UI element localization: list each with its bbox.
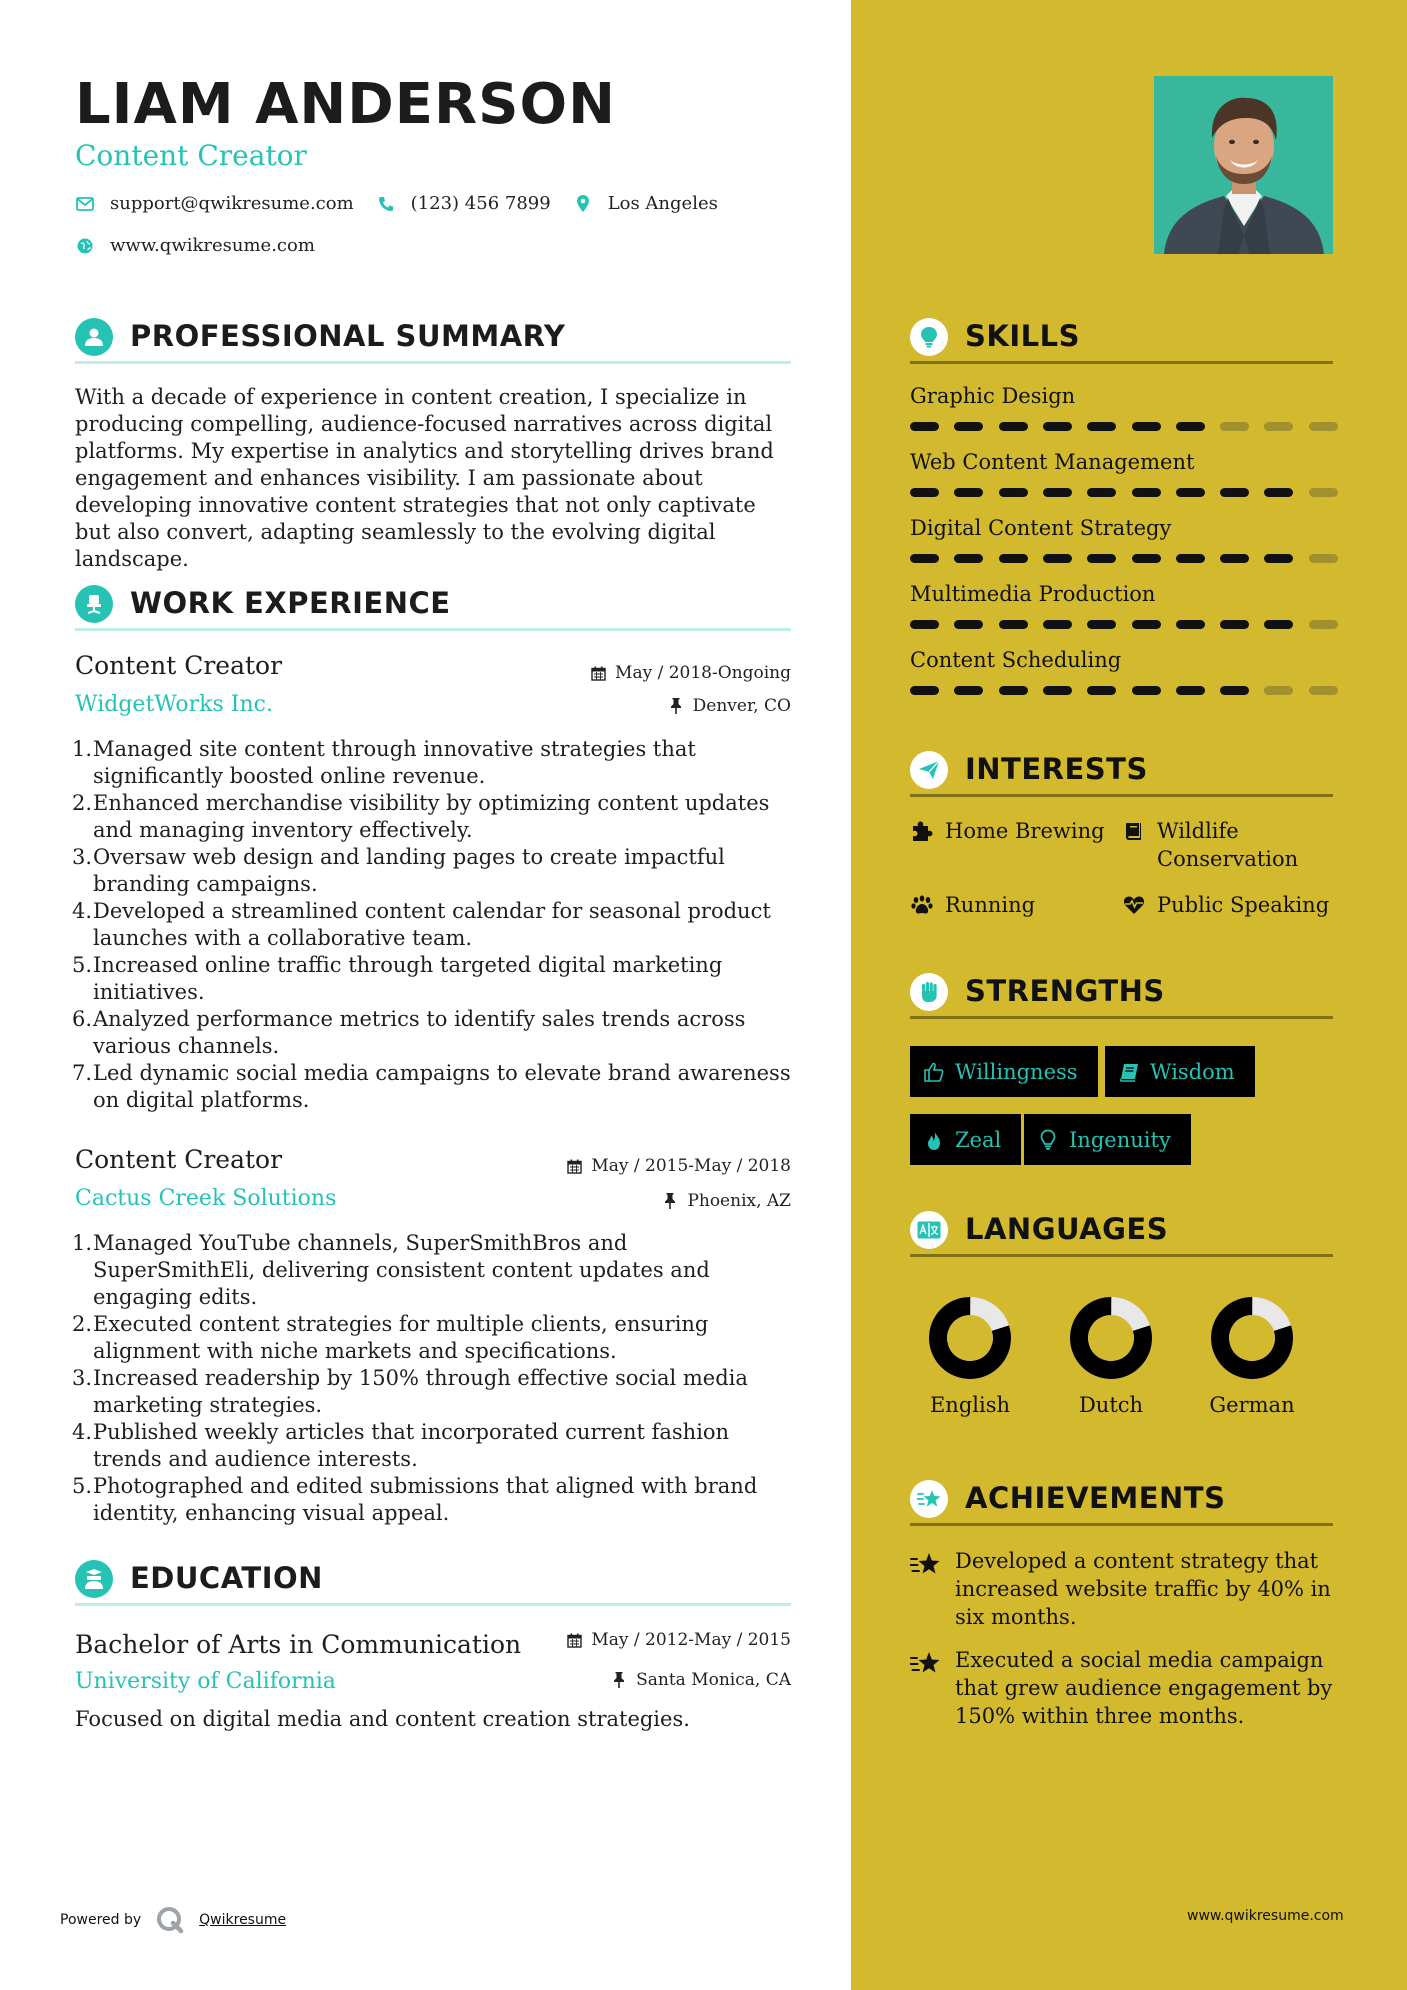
job-title: Content Creator [75, 1145, 283, 1174]
degree-title: Bachelor of Arts in Communication [75, 1630, 522, 1659]
education-location [611, 1670, 791, 1690]
strength-label: Ingenuity [1069, 1127, 1171, 1152]
skill-level-dot [1087, 686, 1116, 695]
education-section-header [75, 1560, 791, 1606]
skill-row [910, 648, 1333, 678]
skill-level [910, 422, 1333, 431]
list-item: 3. Oversaw web design and landing pages to create impactful branding campaigns. [72, 845, 725, 896]
skill-level-dot [1043, 422, 1072, 431]
shooting-star-icon [910, 1551, 940, 1577]
skill-name: Graphic Design [910, 384, 1076, 408]
job-company: Cactus Creek Solutions [75, 1186, 337, 1211]
skill-level-dot [1309, 488, 1338, 497]
language-item [910, 1296, 1030, 1417]
heartbeat-icon [1122, 893, 1146, 917]
puzzle-icon [910, 819, 934, 843]
skill-level-dot [1043, 620, 1072, 629]
skill-name: Multimedia Production [910, 582, 1156, 606]
job-location-text: Phoenix, AZ [687, 1191, 791, 1211]
paper-plane-icon [910, 751, 948, 789]
skill-level-dot [1176, 620, 1205, 629]
skill-level-dot [1220, 686, 1249, 695]
job-dates-text: May / 2015-May / 2018 [591, 1156, 791, 1176]
email-text: support@qwikresume.com [110, 193, 354, 214]
skill-level-dot [1264, 422, 1293, 431]
calendar-icon [590, 665, 606, 681]
pushpin-icon [668, 698, 684, 714]
thumbs-up-icon [923, 1061, 945, 1083]
skill-level-dot [954, 422, 983, 431]
skill-name: Web Content Management [910, 450, 1195, 474]
language-name: German [1209, 1393, 1295, 1417]
pushpin-icon [662, 1193, 678, 1209]
website-text: www.qwikresume.com [110, 235, 315, 256]
skill-level-dot [1132, 554, 1161, 563]
list-item: 1. Managed site content through innovative strategies that significantly boosted online revenue. [72, 737, 696, 788]
skill-level-dot [1220, 620, 1249, 629]
list-item: 4. Developed a streamlined content calendar for seasonal product launches with a collaborative team. [72, 899, 771, 950]
skill-level [910, 620, 1333, 629]
skill-level-dot [954, 554, 983, 563]
skill-level [910, 554, 1333, 563]
skill-level-dot [1176, 686, 1205, 695]
qwikresume-link[interactable]: Qwikresume [199, 1912, 287, 1928]
shooting-star-icon [910, 1650, 940, 1676]
list-item: 5. Increased online traffic through targeted digital marketing initiatives. [72, 953, 723, 1004]
skill-level-dot [999, 488, 1028, 497]
skill-level [910, 686, 1333, 695]
skill-level-dot [910, 620, 939, 629]
skill-row [910, 516, 1333, 546]
contact-row-1 [75, 193, 740, 214]
skill-level-dot [910, 686, 939, 695]
strength-badge [910, 1046, 1098, 1097]
skill-level-dot [954, 620, 983, 629]
skill-level-dot [1132, 488, 1161, 497]
job-location [668, 696, 791, 716]
list-item: 2. Executed content strategies for multiple clients, ensuring alignment with niche markets and specifications. [72, 1312, 709, 1363]
lightbulb-icon [910, 318, 948, 356]
language-proficiency-ring [1210, 1296, 1294, 1380]
job-location [662, 1191, 791, 1211]
globe-icon [75, 236, 95, 256]
achievements-heading: ACHIEVEMENTS [965, 1481, 1226, 1515]
list-item: 2. Enhanced merchandise visibility by optimizing content updates and managing inventory effectively. [72, 791, 770, 842]
book-icon [1122, 819, 1146, 843]
location-item [573, 193, 718, 214]
achievement-item [910, 1547, 1333, 1631]
interest-label: Running [945, 893, 1036, 917]
job-company: WidgetWorks Inc. [75, 692, 273, 717]
skill-level-dot [1176, 554, 1205, 563]
skill-level-dot [1132, 620, 1161, 629]
user-icon [75, 318, 113, 356]
list-item: 1. Managed YouTube channels, SuperSmithBros and SuperSmithEli, delivering consistent content updates and engaging edits. [72, 1231, 710, 1309]
skill-level-dot [1087, 554, 1116, 563]
skill-level-dot [999, 422, 1028, 431]
job-dates-text: May / 2018-Ongoing [615, 663, 791, 683]
pushpin-icon [611, 1672, 627, 1688]
footer-website[interactable]: www.qwikresume.com [1187, 1908, 1344, 1924]
skill-level-dot [1309, 422, 1338, 431]
fire-icon [923, 1129, 945, 1151]
job-title: Content Creator [75, 651, 283, 680]
strengths-heading: STRENGTHS [965, 974, 1165, 1008]
summary-section-header [75, 318, 791, 364]
achievements-section-header [910, 1480, 1333, 1526]
candidate-name: LIAM ANDERSON [75, 72, 616, 137]
achievement-item [910, 1646, 1333, 1730]
skill-level-dot [1264, 488, 1293, 497]
skill-level-dot [1043, 488, 1072, 497]
language-item [1192, 1296, 1312, 1417]
skill-row [910, 582, 1333, 612]
interest-item [910, 891, 1110, 919]
job-location-text: Denver, CO [692, 696, 791, 716]
languages-heading: LANGUAGES [965, 1212, 1169, 1246]
skill-level-dot [1264, 686, 1293, 695]
interests-heading: INTERESTS [965, 752, 1148, 786]
location-text: Los Angeles [607, 193, 718, 214]
map-marker-icon [573, 194, 593, 214]
contact-row-2 [75, 235, 337, 256]
skill-level-dot [1220, 488, 1249, 497]
list-item: 6. Analyzed performance metrics to identify sales trends across various channels. [72, 1007, 746, 1058]
book-icon [1118, 1061, 1140, 1083]
skill-row [910, 384, 1333, 414]
education-dates [566, 1630, 791, 1650]
job-bullet-list [72, 1230, 792, 1527]
skill-level-dot [1176, 488, 1205, 497]
candidate-title: Content Creator [75, 139, 307, 172]
skill-level-dot [999, 554, 1028, 563]
skills-section-header [910, 318, 1333, 364]
interest-label: Public Speaking [1157, 893, 1330, 917]
skill-level-dot [1132, 686, 1161, 695]
skill-level-dot [910, 554, 939, 563]
shooting-star-icon [910, 1480, 948, 1518]
interests-section-header [910, 751, 1333, 797]
strength-label: Willingness [955, 1059, 1078, 1084]
strength-badge [1024, 1114, 1191, 1165]
skill-level-dot [1309, 620, 1338, 629]
graduate-icon [75, 1560, 113, 1598]
skill-row [910, 450, 1333, 480]
list-item: 4. Published weekly articles that incorporated current fashion trends and audience interests. [72, 1420, 730, 1471]
language-name: Dutch [1078, 1393, 1144, 1417]
languages-section-header [910, 1211, 1333, 1257]
education-dates-text: May / 2012-May / 2015 [591, 1630, 791, 1650]
job-dates [566, 1156, 791, 1176]
interest-item [1122, 817, 1333, 873]
office-chair-icon [75, 585, 113, 623]
skill-level-dot [1309, 554, 1338, 563]
skill-level-dot [1087, 488, 1116, 497]
skill-level [910, 488, 1333, 497]
website-item[interactable] [75, 235, 315, 256]
language-proficiency-ring [928, 1296, 1012, 1380]
powered-by [60, 1905, 286, 1935]
skill-level-dot [1220, 422, 1249, 431]
language-name: English [929, 1393, 1011, 1417]
skill-level-dot [910, 422, 939, 431]
skills-heading: SKILLS [965, 319, 1080, 353]
list-item: 3. Increased readership by 150% through effective social media marketing strategies. [72, 1366, 748, 1417]
calendar-icon [566, 1158, 582, 1174]
skill-level-dot [1264, 620, 1293, 629]
education-description: Focused on digital media and content creation strategies. [75, 1707, 690, 1731]
skill-level-dot [1220, 554, 1249, 563]
calendar-icon [566, 1632, 582, 1648]
strength-badge [910, 1114, 1021, 1165]
skill-level-dot [999, 686, 1028, 695]
school-name: University of California [75, 1669, 336, 1694]
interest-item [910, 817, 1110, 845]
strengths-section-header [910, 973, 1333, 1019]
achievement-text: Developed a content strategy that increased website traffic by 40% in six months. [955, 1549, 1331, 1629]
skill-level-dot [1264, 554, 1293, 563]
summary-text: With a decade of experience in content creation, I specialize in producing compelling, audience-focused narratives across digital platforms. My expertise in analytics and storytelling drives brand engagement and enhances visibility. I am passionate about developing innovative content strategies that not only captivate but also convert, adapting seamlessly to the evolving digital landscape. [75, 385, 774, 571]
experience-heading: WORK EXPERIENCE [130, 586, 451, 620]
job-dates [590, 663, 791, 683]
skill-name: Content Scheduling [910, 648, 1122, 672]
phone-icon [376, 194, 396, 214]
powered-by-label: Powered by [60, 1912, 142, 1928]
profile-photo [1154, 76, 1333, 254]
skill-level-dot [954, 686, 983, 695]
skill-level-dot [954, 488, 983, 497]
skill-level-dot [1043, 554, 1072, 563]
strength-badge [1105, 1046, 1255, 1097]
skill-name: Digital Content Strategy [910, 516, 1172, 540]
raised-fist-icon [910, 973, 948, 1011]
interest-label: Home Brewing [945, 819, 1105, 843]
skill-level-dot [999, 620, 1028, 629]
skill-level-dot [910, 488, 939, 497]
lightbulb-icon [1037, 1129, 1059, 1151]
experience-section-header [75, 585, 791, 631]
phone-text: (123) 456 7899 [410, 193, 551, 214]
job-bullet-list [72, 736, 792, 1114]
summary-heading: PROFESSIONAL SUMMARY [130, 319, 566, 353]
strength-label: Zeal [955, 1127, 1002, 1152]
list-item: 5. Photographed and edited submissions that aligned with brand identity, enhancing visual appeal. [72, 1474, 758, 1525]
qwikresume-logo-icon [155, 1905, 185, 1935]
skill-level-dot [1309, 686, 1338, 695]
interest-label: Wildlife Conservation [1157, 819, 1299, 871]
email-item[interactable] [75, 193, 354, 214]
language-item [1051, 1296, 1171, 1417]
skill-level-dot [1087, 422, 1116, 431]
education-location-text: Santa Monica, CA [636, 1670, 791, 1690]
translate-icon [910, 1211, 948, 1249]
language-proficiency-ring [1069, 1296, 1153, 1380]
skill-level-dot [1132, 422, 1161, 431]
phone-item[interactable] [376, 193, 551, 214]
skill-level-dot [1043, 686, 1072, 695]
envelope-icon [75, 194, 95, 214]
skill-level-dot [1087, 620, 1116, 629]
paw-icon [910, 893, 934, 917]
interest-item [1122, 891, 1333, 919]
education-heading: EDUCATION [130, 1561, 323, 1595]
skill-level-dot [1176, 422, 1205, 431]
strength-label: Wisdom [1150, 1059, 1235, 1084]
achievement-text: Executed a social media campaign that grew audience engagement by 150% within three months. [955, 1648, 1333, 1728]
list-item: 7. Led dynamic social media campaigns to elevate brand awareness on digital platforms. [72, 1061, 791, 1112]
